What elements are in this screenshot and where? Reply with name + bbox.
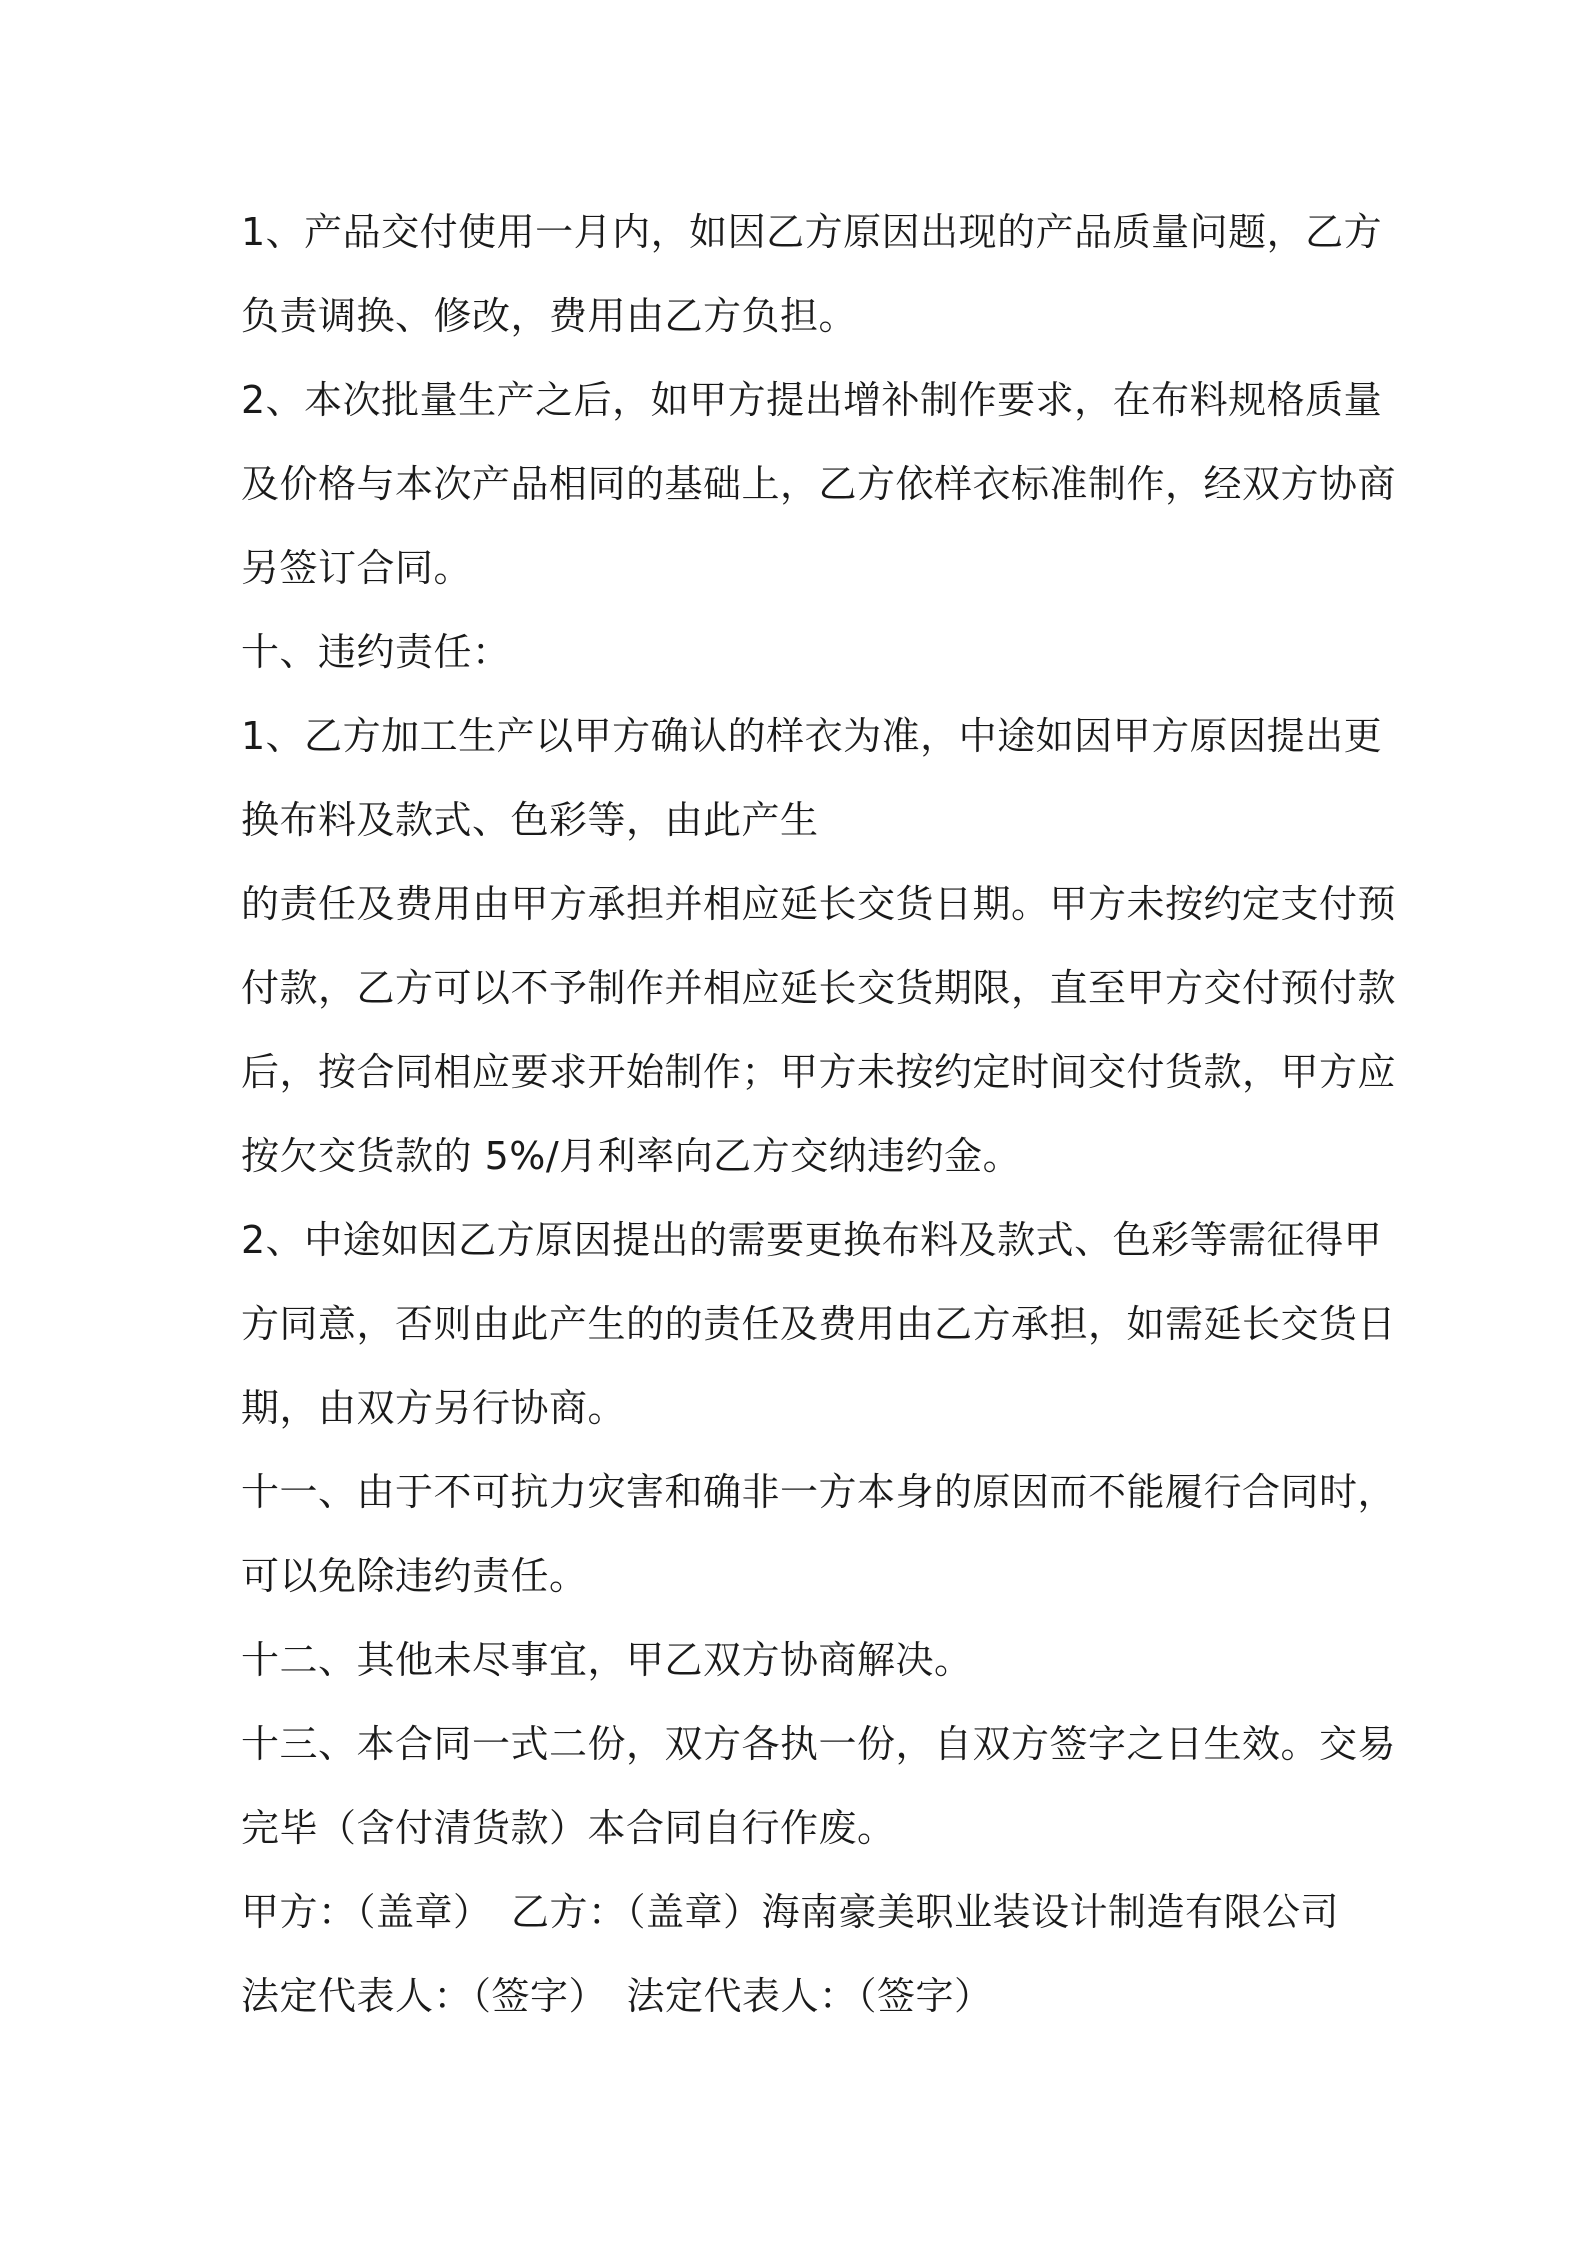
text-line: 1、乙方加工生产以甲方确认的样衣为准，中途如因甲方原因提出更 [241,714,1383,758]
signature-party-line: 甲方：（盖章） 乙方：（盖章）海南豪美职业装设计制造有限公司 [241,1890,1340,1934]
contract-body [241,190,1397,2038]
text-line: 另签订合同。 [241,546,473,590]
text-line: 完毕（含付清货款）本合同自行作废。 [241,1806,896,1850]
text-line: 换布料及款式、色彩等，由此产生 [241,798,819,842]
text-line: 2、本次批量生产之后，如甲方提出增补制作要求，在布料规格质量 [241,378,1383,422]
text-line: 方同意，否则由此产生的的责任及费用由乙方承担，如需延长交货日 [241,1302,1397,1346]
signature-representative-line: 法定代表人：（签字） 法定代表人：（签字） [241,1974,993,2018]
text-line: 1、产品交付使用一月内，如因乙方原因出现的产品质量问题，乙方 [241,210,1383,254]
text-line: 期，由双方另行协商。 [241,1386,627,1430]
section-heading: 十、违约责任： [241,630,511,674]
text-line: 可以免除违约责任。 [241,1554,588,1598]
text-line: 付款，乙方可以不予制作并相应延长交货期限，直至甲方交付预付款 [241,966,1397,1010]
text-line: 后，按合同相应要求开始制作；甲方未按约定时间交付货款，甲方应 [241,1050,1397,1094]
section-heading: 十一、由于不可抗力灾害和确非一方本身的原因而不能履行合同时， [241,1470,1397,1514]
text-line: 的责任及费用由甲方承担并相应延长交货日期。甲方未按约定支付预 [241,882,1397,926]
section-heading: 十二、其他未尽事宜，甲乙双方协商解决。 [241,1638,973,1682]
text-line: 负责调换、修改，费用由乙方负担。 [241,294,858,338]
text-line: 及价格与本次产品相同的基础上，乙方依样衣标准制作，经双方协商 [241,462,1397,506]
section-heading: 十三、本合同一式二份，双方各执一份，自双方签字之日生效。交易 [241,1722,1397,1766]
text-line: 按欠交货款的 5%/月利率向乙方交纳违约金。 [241,1134,1022,1178]
text-line: 2、中途如因乙方原因提出的需要更换布料及款式、色彩等需征得甲 [241,1218,1383,1262]
